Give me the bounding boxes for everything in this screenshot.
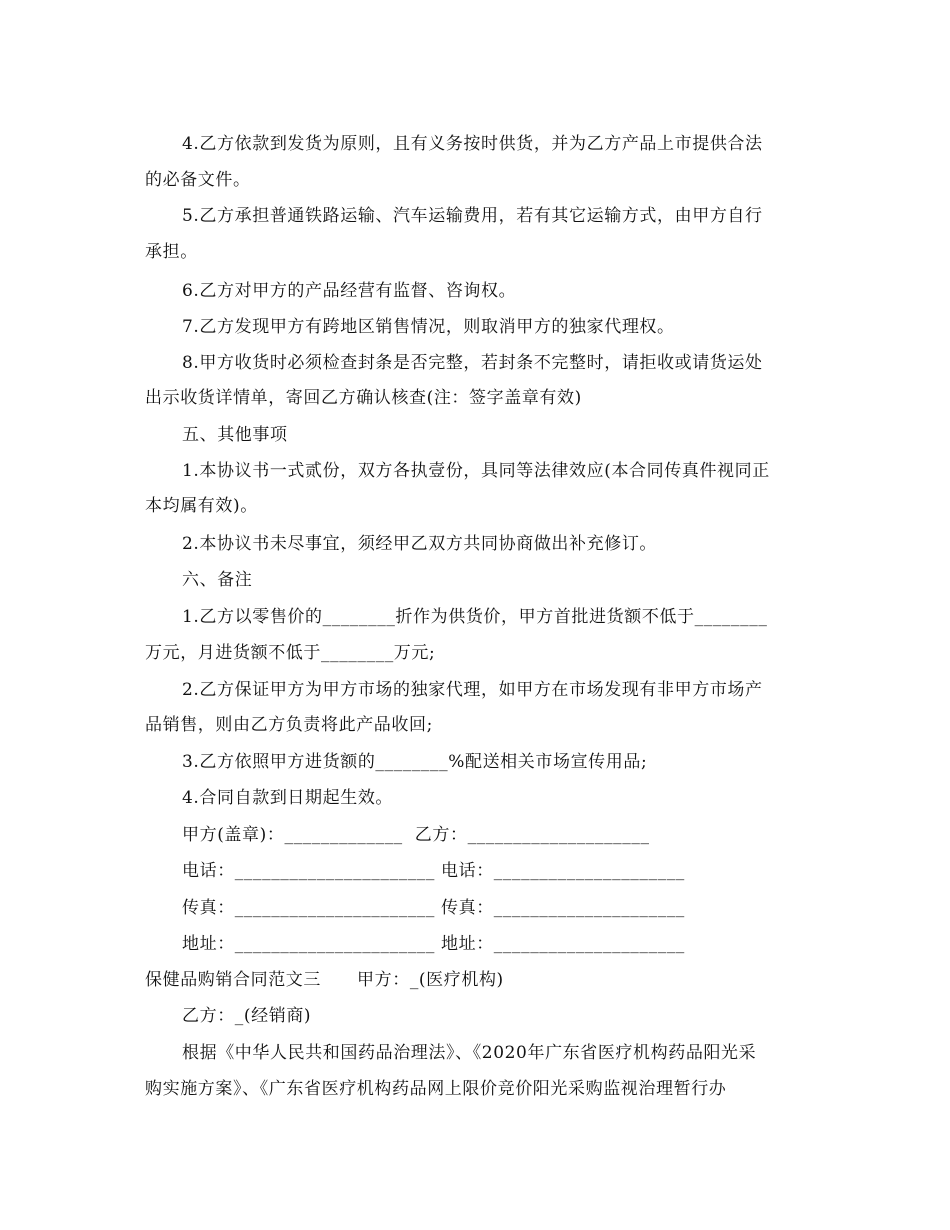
paragraph-line: 乙方：_(经销商) bbox=[182, 1006, 312, 1026]
paragraph-line: 7.乙方发现甲方有跨地区销售情况，则取消甲方的独家代理权。 bbox=[182, 317, 675, 337]
paragraph-line: 保健品购销合同范文三 甲方：_(医疗机构) bbox=[145, 970, 504, 990]
signature-line: 传真：______________________ 传真：_____________________ bbox=[182, 898, 685, 918]
paragraph-line: 2.本协议书未尽事宜，须经甲乙双方共同协商做出补充修订。 bbox=[182, 534, 658, 554]
paragraph-line: 品销售，则由乙方负责将此产品收回; bbox=[145, 715, 433, 735]
paragraph-line: 万元，月进货额不低于________万元; bbox=[145, 643, 436, 663]
paragraph-line: 4.合同自款到日期起生效。 bbox=[182, 788, 394, 808]
signature-line: 甲方(盖章)：_____________ 乙方：____________________ bbox=[182, 825, 650, 845]
paragraph-line: 4.乙方依款到发货为原则，且有义务按时供货，并为乙方产品上市提供合法 bbox=[182, 134, 763, 154]
paragraph-line: 的必备文件。 bbox=[145, 170, 251, 190]
paragraph-line: 承担。 bbox=[145, 242, 198, 262]
signature-line: 地址：______________________ 地址：_____________________ bbox=[182, 934, 685, 954]
paragraph-line: 本均属有效)。 bbox=[145, 496, 258, 516]
paragraph-line: 1.乙方以零售价的________折作为供货价，甲方首批进货额不低于________ bbox=[182, 607, 768, 627]
paragraph-line: 购实施方案》、《广东省医疗机构药品网上限价竞价阳光采购监视治理暂行办 bbox=[145, 1079, 727, 1099]
paragraph-line: 8.甲方收货时必须检查封条是否完整，若封条不完整时，请拒收或请货运处 bbox=[182, 353, 763, 373]
signature-line: 电话：______________________ 电话：_____________________ bbox=[182, 861, 685, 881]
section-heading: 五、其他事项 bbox=[182, 425, 288, 445]
paragraph-line: 5.乙方承担普通铁路运输、汽车运输费用，若有其它运输方式，由甲方自行 bbox=[182, 206, 763, 226]
paragraph-line: 3.乙方依照甲方进货额的________%配送相关市场宣传用品; bbox=[182, 752, 648, 772]
paragraph-line: 出示收货详情单，寄回乙方确认核查(注：签字盖章有效) bbox=[145, 388, 582, 408]
paragraph-line: 6.乙方对甲方的产品经营有监督、咨询权。 bbox=[182, 281, 517, 301]
paragraph-line: 2.乙方保证甲方为甲方市场的独家代理，如甲方在市场发现有非甲方市场产 bbox=[182, 680, 763, 700]
paragraph-line: 1.本协议书一式贰份，双方各执壹份，具同等法律效应(本合同传真件视同正 bbox=[182, 461, 770, 481]
section-heading: 六、备注 bbox=[182, 570, 253, 590]
paragraph-line: 根据《中华人民共和国药品治理法》、《2020年广东省医疗机构药品阳光采 bbox=[182, 1043, 757, 1063]
